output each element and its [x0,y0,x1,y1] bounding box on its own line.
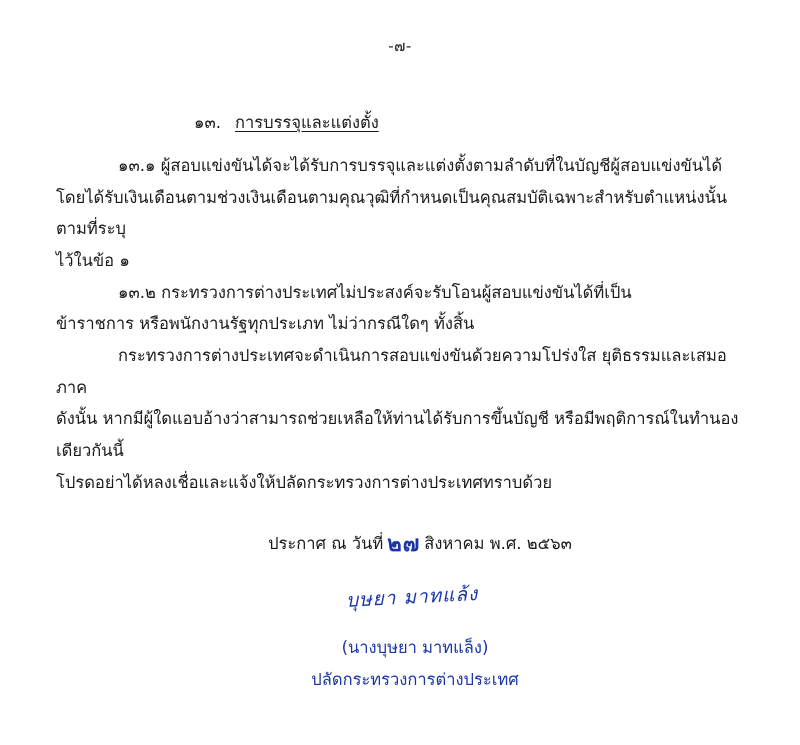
section-number: ๑๓. [194,113,221,132]
paragraph-13-2 [56,277,744,309]
paragraph-text: ผู้สอบแข่งขันได้จะได้รับการบรรจุและแต่งตั้งตามลำดับที่ในบัญชีผู้สอบแข่งขันได้ [160,156,723,175]
announcement-year-prefix: พ.ศ. [489,534,522,554]
section-title: การบรรจุและแต่งตั้ง [235,113,379,132]
paragraph-number: ๑๓.๑ [118,156,156,175]
paragraph-number: ๑๓.๒ [118,282,156,302]
handwritten-signature: บุษยา มาทแล้ง [345,583,479,613]
announcement-prefix: ประกาศ ณ วันที่ [268,534,384,554]
paragraph-fairness-cont-2 [56,467,744,499]
signature-scribble-wrap [56,559,744,613]
signature-zone [56,524,744,693]
document-body [50,110,750,693]
signatory-role: ปลัดกระทรวงการต่างประเทศ [311,670,519,690]
document-page [0,34,800,745]
paragraph-fairness [56,340,744,403]
paragraph-13-2-cont-1 [56,308,744,340]
paragraph-text: กระทรวงการต่างประเทศไม่ประสงค์จะรับโอนผู้สอบแข่งขันได้ที่เป็น [161,282,632,302]
paragraph-13-1 [56,150,744,182]
paragraph-text: โปรดอย่าได้หลงเชื่อและแจ้งให้ปลัดกระทรวงการต่างประเทศทราบด้วย [56,472,553,492]
paragraph-text: ข้าราชการ หรือพนักงานรัฐทุกประเภท ไม่ว่ากรณีใดๆ ทั้งสิ้น [56,314,475,334]
paragraph-text: โดยได้รับเงินเดือนตามช่วงเงินเดือนตามคุณวุฒิที่กำหนดเป็นคุณสมบัติเฉพาะสำหรับตำแหน่งนั้น ตามที่ระบุ [56,187,728,239]
announcement-day-handwritten: ๒๗ [387,531,421,558]
section-heading [56,110,744,136]
paragraph-text: กระทรวงการต่างประเทศจะดำเนินการสอบแข่งขันด้วยความโปร่งใส ยุติธรรมและเสมอภาค [56,346,727,397]
signatory-name: (นางบุษยา มาทแล็ง) [341,638,489,658]
announcement-year: ๒๕๖๓ [526,534,572,554]
paragraph-text: ดังนั้น หากมีผู้ใดแอบอ้างว่าสามารถช่วยเหลือให้ท่านได้รับการขึ้นบัญชี หรือมีพฤติการณ์ในทำนองเดียวกันนี้ [56,409,739,461]
announcement-date-line [56,524,744,559]
announcement-month: สิงหาคม [424,534,485,554]
page-number: -๗- [388,37,412,55]
paragraph-fairness-cont-1 [56,403,744,466]
paragraph-13-1-cont-2 [56,245,744,277]
paragraph-text: ไว้ในข้อ ๑ [56,251,130,271]
paragraph-13-1-cont-1 [56,182,744,245]
